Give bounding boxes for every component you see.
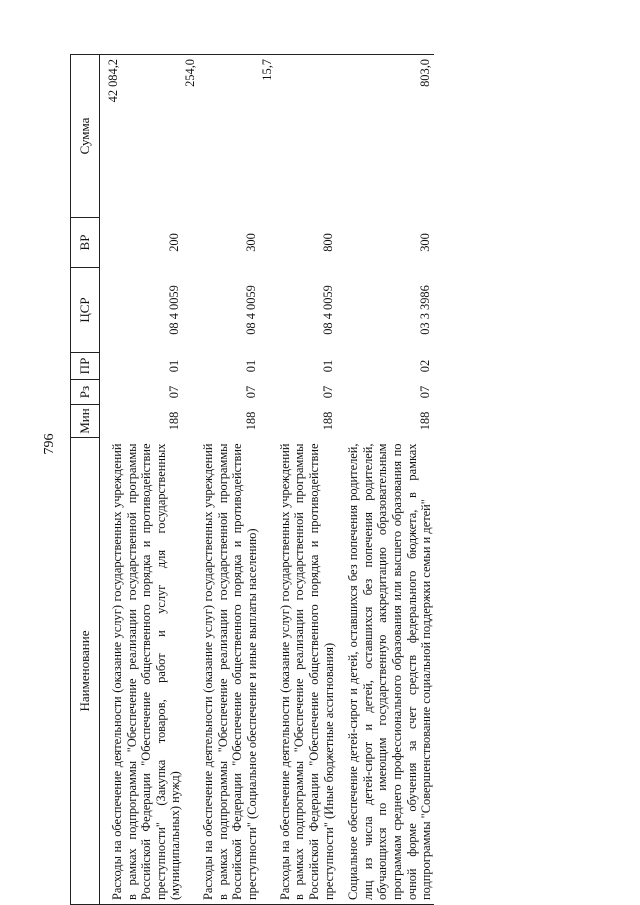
row-vr: 300 xyxy=(418,233,433,252)
row-csr: 08 4 0059 xyxy=(243,285,258,335)
row-csr: 08 4 0059 xyxy=(167,285,182,335)
row-sum: 254,0 xyxy=(183,55,260,218)
row-sum: 42 084,2 xyxy=(100,55,183,218)
budget-table xyxy=(70,54,434,905)
row-min: 188 xyxy=(243,411,258,431)
table-header-row xyxy=(71,55,100,905)
row-pr: 01 xyxy=(167,359,182,373)
row-name: Расходы на обеспечение деятельности (оказание услуг) государственных учреждений в рамках подпрограммы "Обеспечение реализации государственной программы Российской Федерации "Обеспечение общественного порядка и противодействие преступности" (Закупка товаров, работ и услуг для государственных (муниципальных) нужд) xyxy=(100,438,183,905)
row-sum: 15,7 xyxy=(260,55,337,218)
row-rz: 07 xyxy=(320,385,335,399)
row-rz: 07 xyxy=(243,385,258,399)
row-csr: 08 4 0059 xyxy=(320,285,335,335)
table-row xyxy=(183,55,260,905)
page-number: 796 xyxy=(42,433,57,455)
row-sum: 803,0 xyxy=(336,55,434,218)
col-header-pr: ПР xyxy=(71,353,100,380)
row-min: 188 xyxy=(320,411,335,431)
row-name: Расходы на обеспечение деятельности (оказание услуг) государственных учреждений в рамках подпрограммы "Обеспечение реализации государственной программы Российской Федерации "Обеспечение общественного порядка и противодействие преступности" (Иные бюджетные ассигнования) xyxy=(260,438,337,905)
row-pr: 02 xyxy=(418,359,433,373)
row-pr: 01 xyxy=(320,359,335,373)
table-row xyxy=(100,55,183,905)
row-vr: 200 xyxy=(167,233,182,252)
col-header-rz: Рз xyxy=(71,380,100,405)
table-row xyxy=(336,55,434,905)
row-pr: 01 xyxy=(243,359,258,373)
table-row xyxy=(260,55,337,905)
row-csr: 03 3 3986 xyxy=(418,285,433,335)
row-min: 188 xyxy=(418,411,433,431)
row-vr: 800 xyxy=(320,233,335,252)
col-header-min: Мин xyxy=(71,405,100,438)
col-header-csr: ЦСР xyxy=(71,268,100,353)
col-header-name: Наименование xyxy=(71,438,100,905)
row-rz: 07 xyxy=(167,385,182,399)
col-header-vr: ВР xyxy=(71,218,100,268)
row-name: Социальное обеспечение детей-сирот и детей, оставшихся без попечения родителей, лиц из числа детей-сирот и детей, оставшихся без попечения родителей, обучающихся по имеющим государственную аккредитацию образовательным программам среднего профессионального образования или высшего образования по очной форме обучения за счет средств федерального бюджета, в рамках подпрограммы "Совершенствование социальной поддержки семьи и детей" xyxy=(336,438,434,905)
budget-table-rotated xyxy=(70,55,605,905)
row-min: 188 xyxy=(167,411,182,431)
row-vr: 300 xyxy=(243,233,258,252)
row-name: Расходы на обеспечение деятельности (оказание услуг) государственных учреждений в рамках подпрограммы "Обеспечение реализации государственной программы Российской Федерации "Обеспечение общественного порядка и противодействие преступности" (Социальное обеспечение и иные выплаты населению) xyxy=(183,438,260,905)
row-rz: 07 xyxy=(418,385,433,399)
col-header-sum: Сумма xyxy=(71,55,100,218)
